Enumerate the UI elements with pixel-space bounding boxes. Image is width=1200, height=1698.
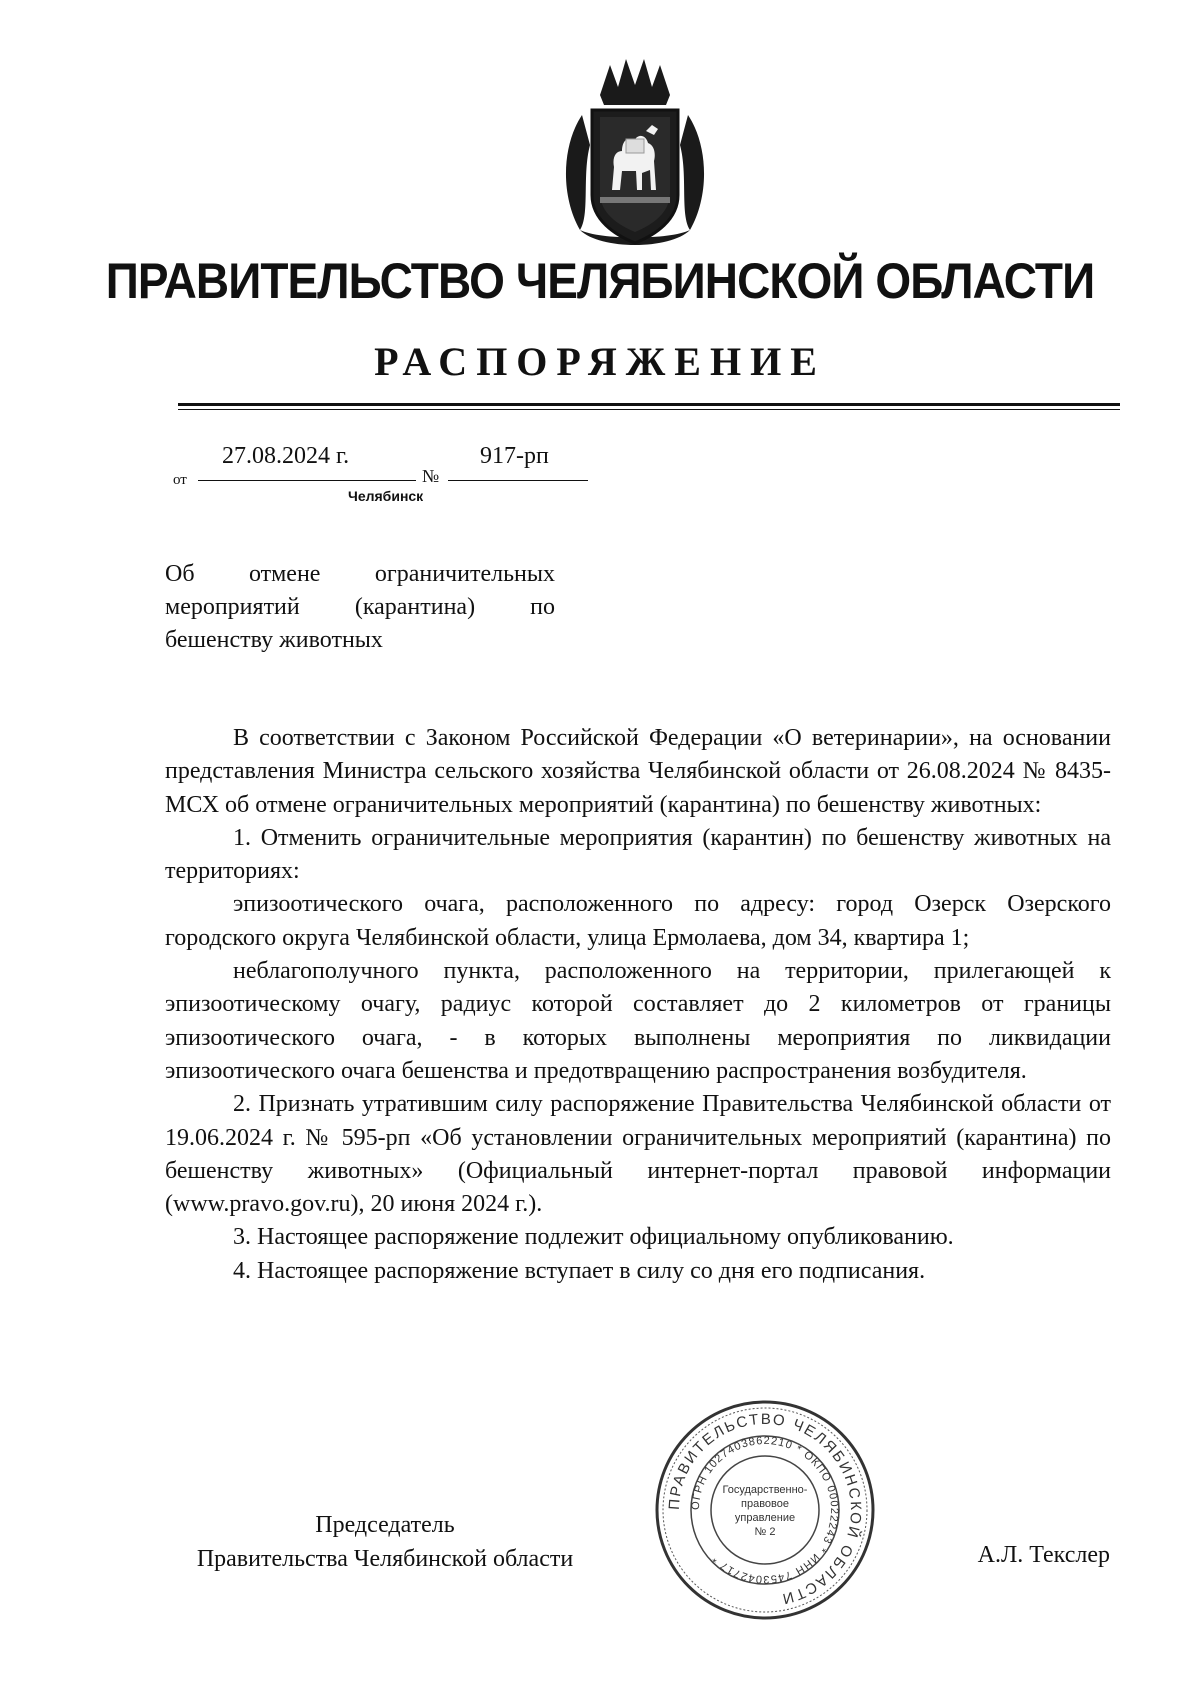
signatory-position-line: Правительства Челябинской области (196, 1546, 574, 1572)
body-paragraph: 1. Отменить ограничительные мероприятия (карантин) по бешенству животных на территориях: (165, 824, 1111, 885)
stamp-center-line: № 2 (754, 1526, 776, 1538)
date-underline (198, 480, 416, 481)
signatory-name: А.Л. Текслер (977, 1542, 1110, 1568)
header-rule-thin (178, 409, 1120, 410)
official-stamp (650, 1395, 880, 1625)
subject-line: Об отмене ограничительных (165, 561, 555, 587)
number-underline (448, 480, 588, 481)
body-paragraph: неблагополучного пункта, расположенного на территории, прилегающей к эпизоотическому очагу, радиус которой составляет до 2 километров от границы эпизоотического очага, - в которых выполнены мероприятия по ликвидации эпизоотического очага бешенства и предотвращению распространения возбудителя. (165, 958, 1111, 1084)
header-rule-thick (178, 403, 1120, 406)
body-paragraph: 4. Настоящее распоряжение вступает в силу со дня его подписания. (233, 1257, 926, 1284)
stamp-center-line: Государственно- (722, 1484, 808, 1496)
signatory-position (165, 1508, 605, 1576)
document-body (165, 722, 1111, 1288)
date-from-label: от (173, 472, 187, 488)
subject-line: бешенству животных (165, 627, 383, 653)
document-date: 27.08.2024 г. (222, 443, 350, 469)
document-type-title: РАСПОРЯЖЕНИЕ (374, 339, 826, 384)
stamp-outer-text: ПРАВИТЕЛЬСТВО ЧЕЛЯБИНСКОЙ ОБЛАСТИ (665, 1410, 865, 1608)
body-paragraph: 2. Признать утратившим силу распоряжение Правительства Челябинской области от 19.06.2024 г. № 595-рп «Об установлении ограничительных мероприятий (карантина) по бешенству животных» (Официальный интернет-портал правовой информации (www.pravo.gov.ru), 20 июня 2024 г.). (165, 1091, 1111, 1218)
government-title: ПРАВИТЕЛЬСТВО ЧЕЛЯБИНСКОЙ ОБЛАСТИ (105, 253, 1095, 309)
coat-of-arms-emblem (560, 55, 710, 255)
body-paragraph: эпизоотического очага, расположенного по адресу: город Озерск Озерского городского округа Челябинской области, улица Ермолаева, дом 34, квартира 1; (165, 891, 1111, 951)
signatory-position-line: Председатель (315, 1512, 455, 1538)
stamp-ring-text: ОГРН 1027403862210 * ОКПО 00022243 * ИНН 7453042717 * (689, 1434, 841, 1586)
stamp-center-line: управление (734, 1512, 796, 1524)
number-sign: № (422, 466, 440, 486)
document-number: 917-рп (480, 443, 549, 469)
subject-line: мероприятий (карантина) по (165, 594, 555, 620)
body-paragraph: В соответствии с Законом Российской Федерации «О ветеринарии», на основании представления Министра сельского хозяйства Челябинской области от 26.08.2024 № 8435-МСХ об отмене ограничительных мероприятий (карантина) по бешенству животных: (165, 725, 1111, 818)
document-subject (165, 558, 555, 657)
body-paragraph: 3. Настоящее распоряжение подлежит официальному опубликованию. (233, 1224, 954, 1251)
city-name: Челябинск (348, 488, 424, 504)
stamp-center-line: правовое (741, 1498, 789, 1510)
